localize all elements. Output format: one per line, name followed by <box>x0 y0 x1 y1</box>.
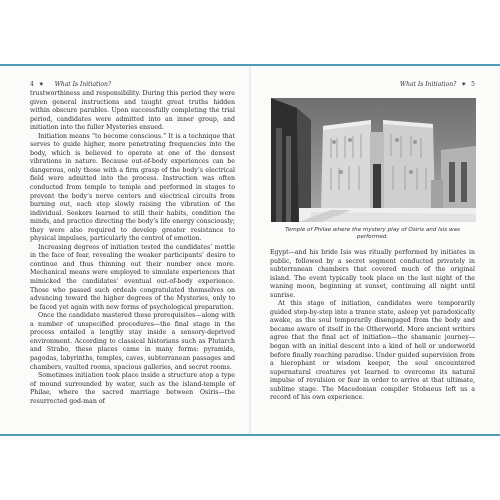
right-paragraph-2: At this stage of initiation, candidates were temporarily guided step-by-step into a trance state, asleep yet paradoxically awake, as the soul temporarily disengaged from the body and became aware of itself in the Otherworld. More ancient writers agree that the final act of initiation—the shamanic journey—began with an initial descent into a kind of hell or underworld before finally reaching paradise. Under guided supervision from a hierophant or wisdom keeper, the soul encountered supernatural creatures yet learned to overcome its natural impulse of revulsion or fear in order to arrive at that ultimate, sublime stage. The Macedonian compiler Stobaeus left us a record of his own experience. <box>270 300 475 402</box>
right-page <box>270 66 475 434</box>
right-paragraph-1: Egypt—and his bride Isis was ritually performed by initiates in public, followed by a secret segment conducted privately in subterranean chambers that covered much of the original island. The event typically took place on the last night of the waning moon, beginning at sunset, continuing all night until sunrise. <box>270 249 475 299</box>
photo-caption: Temple of Philae where the mystery play of Osiris and Isis was performed. <box>285 227 460 241</box>
left-paragraph-1: trustworthiness and responsibility. During this period they were given general instructions and taught great truths hidden within obscure parables. Upon successfully completing the trial period, candidates were admitted into an inner group, and initiation into the fuller Mysteries ensued. <box>30 90 235 132</box>
temple-photo <box>271 98 476 222</box>
book-gutter <box>249 66 251 434</box>
book-spread <box>0 64 500 436</box>
diamond-ornament-icon: ✷ <box>38 81 44 88</box>
right-running-head <box>270 81 475 88</box>
left-page <box>30 66 235 434</box>
left-paragraph-2: Initiation means “to become conscious.” It is a technique that serves to guide higher, more penetrating frequencies into the body, which is believed to operate at one of the densest vibrations in nature. Because out-of-body experiences can be dangerous, only those with a firm grasp of the body’s electrical field were admitted into the process. Instruction was often conducted from temple to temple and performed in stages to prevent the body’s nerve centers and electrical circuits from burning out, each step slowly raising the vibration of the individual. Seekers learned to still their habits, condition the minds, and practice directing the body’s life energy consciously; they were also required to develop greater resistance to physical impulses, particularly the control of emotion. <box>30 132 235 243</box>
left-paragraph-3: Increasing degrees of initiation tested the candidates’ mettle in the face of fear, revealing the weaker participants’ desire to continue and thus thinning out their number once more. Mechanical means were employed to simulate experiences that mimicked the candidates’ eventual out-of-body experience. Those who passed such ordeals congratulated themselves on advancing toward the higher degrees of the Mysteries, only to be faced yet again with new forms of psychological preparation. <box>30 243 235 311</box>
left-paragraph-5: Sometimes initiation took place inside a structure atop a type of mound surrounded by water, such as the island-temple of Philae, where the sacred marriage between Osiris—the resurrected god-man of <box>30 372 235 405</box>
right-body-text <box>270 249 475 403</box>
left-folio: 4 <box>30 81 34 88</box>
right-folio: 5 <box>471 81 475 88</box>
left-paragraph-4: Once the candidate mastered these prerequisites—along with a number of unspecified procedures—the final stage in the process entailed a lengthy stay inside a sensory-deprived environment. According to classical historians such as Plutarch and Strabo, these places came in many forms: pyramids, pagodas, labyrinths, temples, caves, subterranean passages and chambers, vaulted rooms, spacious galleries, and secret rooms. <box>30 312 235 371</box>
left-running-title: What Is Initiation? <box>54 81 112 88</box>
diamond-ornament-icon: ✷ <box>461 81 467 88</box>
left-running-head <box>30 81 235 88</box>
temple-of-philae-image <box>271 98 476 222</box>
right-running-title: What Is Initiation? <box>399 81 457 88</box>
left-body-text <box>30 90 235 406</box>
